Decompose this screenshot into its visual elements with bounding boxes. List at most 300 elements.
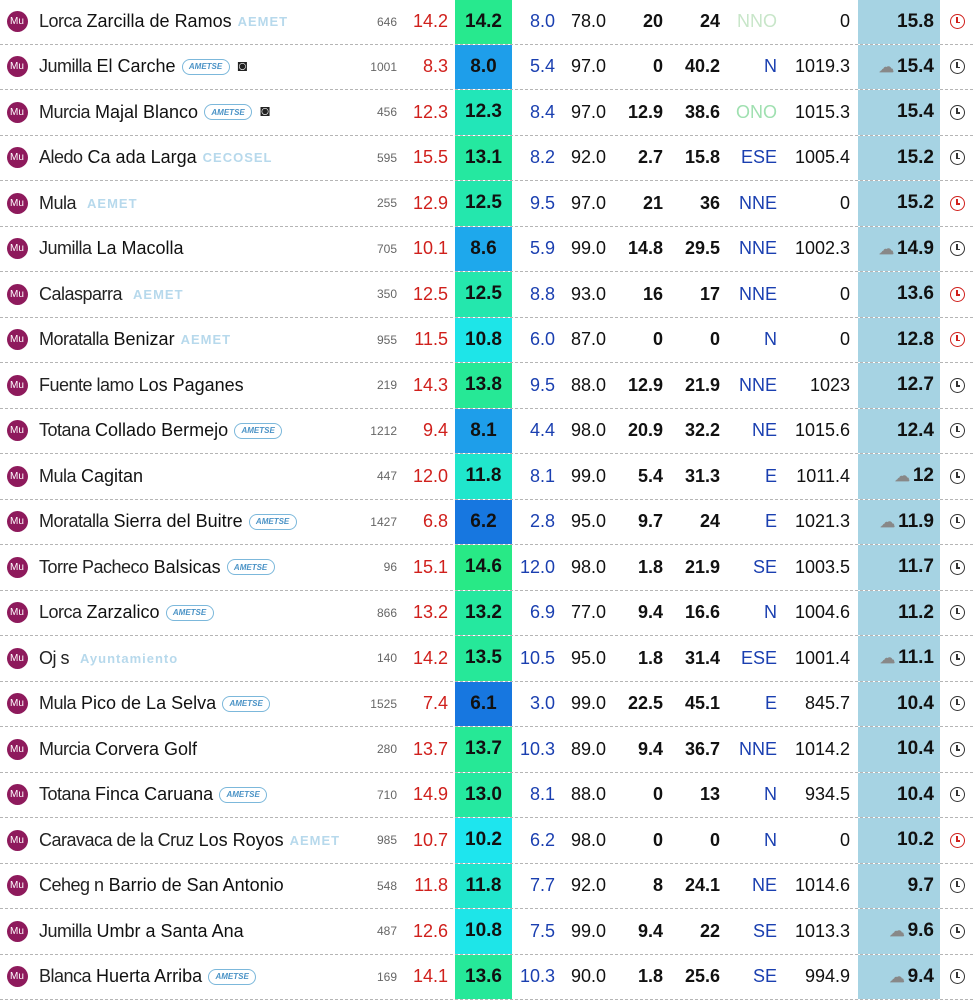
temp-max: 12.9 <box>412 192 448 213</box>
wind-direction: N <box>764 829 777 850</box>
history-clock-cell[interactable] <box>943 272 971 317</box>
altitude: 955 <box>376 332 397 347</box>
town-name[interactable]: Jumilla <box>39 238 92 259</box>
history-clock-cell[interactable] <box>943 545 971 590</box>
clock-icon[interactable] <box>950 423 965 438</box>
station-name[interactable]: Huerta Arriba <box>96 966 203 987</box>
humidity: 98.0 <box>570 829 606 850</box>
table-row[interactable] <box>0 136 973 182</box>
region-badge: Mu <box>7 693 28 714</box>
wind-direction: ESE <box>740 147 777 168</box>
feels-like-cell <box>858 0 940 44</box>
town-name[interactable]: Moratalla <box>39 511 109 532</box>
temp-current: 12.5 <box>455 272 512 317</box>
wind-speed: 9.4 <box>637 602 663 623</box>
station-name-cell[interactable] <box>39 318 359 363</box>
history-clock-cell[interactable] <box>943 363 971 408</box>
region-badge-cell <box>5 90 29 135</box>
station-name-cell[interactable] <box>39 773 359 818</box>
clock-icon[interactable] <box>950 924 965 939</box>
table-row[interactable] <box>0 45 973 91</box>
region-badge: Mu <box>7 193 28 214</box>
temp-current: 10.8 <box>455 909 512 954</box>
wind-speed: 22.5 <box>627 693 663 714</box>
town-name[interactable]: Jumilla <box>39 56 92 77</box>
clock-icon[interactable] <box>950 287 965 302</box>
region-badge-cell <box>5 409 29 454</box>
feels-like-value: 12 <box>912 465 934 487</box>
feels-like-cell <box>858 363 940 408</box>
clock-icon[interactable] <box>950 833 965 848</box>
temp-max: 14.2 <box>412 11 448 32</box>
station-name-cell[interactable] <box>39 363 359 408</box>
station-name-cell[interactable] <box>39 909 359 954</box>
feels-like-cell <box>858 136 940 181</box>
altitude: 985 <box>376 833 397 848</box>
temp-current: 6.2 <box>455 500 512 545</box>
feels-like-cell <box>858 181 940 226</box>
clock-icon[interactable] <box>950 59 965 74</box>
history-clock-cell[interactable] <box>943 136 971 181</box>
wind-speed: 12.9 <box>627 374 663 395</box>
wind-gust: 36.7 <box>684 738 720 759</box>
table-row[interactable] <box>0 909 973 955</box>
rain-cloud-icon: ☁ <box>879 240 895 258</box>
pressure: 1005.4 <box>794 147 850 168</box>
clock-icon[interactable] <box>950 241 965 256</box>
region-badge: Mu <box>7 511 28 532</box>
table-row[interactable] <box>0 955 973 1000</box>
station-name[interactable]: Corvera Golf <box>95 738 198 759</box>
town-name[interactable]: Torre Pacheco <box>39 556 149 577</box>
town-name[interactable]: Totana <box>39 420 91 441</box>
temp-min: 9.5 <box>529 374 555 395</box>
region-badge-cell <box>5 818 29 863</box>
region-badge-cell <box>5 0 29 44</box>
pressure: 994.9 <box>804 966 850 987</box>
clock-icon[interactable] <box>950 651 965 666</box>
station-name[interactable]: Umbr a Santa Ana <box>96 920 244 941</box>
history-clock-cell[interactable] <box>943 591 971 636</box>
table-row[interactable] <box>0 682 973 728</box>
pressure: 0 <box>839 192 850 213</box>
history-clock-cell[interactable] <box>943 773 971 818</box>
pressure: 0 <box>839 829 850 850</box>
feels-like-value: 12.7 <box>897 374 934 396</box>
history-clock-cell[interactable] <box>943 454 971 499</box>
station-name-cell[interactable] <box>39 682 359 727</box>
town-name[interactable]: Aledo <box>39 147 83 168</box>
region-badge: Mu <box>7 238 28 259</box>
clock-icon[interactable] <box>950 514 965 529</box>
feels-like-value: 15.4 <box>897 55 934 77</box>
wind-gust: 24 <box>699 11 720 32</box>
pressure: 1011.4 <box>796 465 850 486</box>
history-clock-cell[interactable] <box>943 864 971 909</box>
altitude: 595 <box>376 150 397 165</box>
town-name[interactable]: Lorca <box>39 602 82 623</box>
humidity: 90.0 <box>570 966 606 987</box>
town-name[interactable]: Murcia <box>39 738 91 759</box>
feels-like-cell <box>858 591 940 636</box>
temp-current: 13.0 <box>455 773 512 818</box>
station-name[interactable]: Zarcilla de Ramos <box>86 11 232 32</box>
feels-like-value: 14.9 <box>897 237 934 259</box>
temp-max: 10.7 <box>412 829 448 850</box>
altitude: 1001 <box>370 59 397 74</box>
table-row[interactable] <box>0 773 973 819</box>
clock-icon[interactable] <box>950 332 965 347</box>
wind-direction: SE <box>752 920 777 941</box>
altitude: 447 <box>376 469 397 484</box>
table-row[interactable] <box>0 181 973 227</box>
altitude: 219 <box>376 378 397 393</box>
history-clock-cell[interactable] <box>943 636 971 681</box>
temp-min: 8.4 <box>529 101 555 122</box>
region-badge: Mu <box>7 602 28 623</box>
table-row[interactable] <box>0 318 973 364</box>
humidity: 89.0 <box>570 738 606 759</box>
table-row[interactable] <box>0 0 973 45</box>
town-name[interactable]: Murcia <box>39 101 91 122</box>
source-label: CECOSEL <box>202 150 273 166</box>
table-row[interactable] <box>0 864 973 910</box>
region-badge-cell <box>5 136 29 181</box>
town-name[interactable]: Fuente lamo <box>39 374 134 395</box>
station-name-cell[interactable] <box>39 454 359 499</box>
wind-speed: 9.4 <box>637 738 663 759</box>
history-clock-cell[interactable] <box>943 181 971 226</box>
humidity: 97.0 <box>570 101 606 122</box>
clock-icon[interactable] <box>950 105 965 120</box>
table-row[interactable] <box>0 409 973 455</box>
clock-icon[interactable] <box>950 196 965 211</box>
station-name-cell[interactable] <box>39 727 359 772</box>
table-row[interactable] <box>0 363 973 409</box>
humidity: 98.0 <box>570 420 606 441</box>
temp-current: 13.2 <box>455 591 512 636</box>
table-row[interactable] <box>0 545 973 591</box>
station-name[interactable]: El Carche <box>96 56 176 77</box>
station-name-cell[interactable] <box>39 272 359 317</box>
station-name[interactable]: Finca Caruana <box>95 784 214 805</box>
history-clock-cell[interactable] <box>943 0 971 44</box>
region-badge-cell <box>5 45 29 90</box>
region-badge: Mu <box>7 420 28 441</box>
ametse-logo: AMETSE <box>227 559 275 575</box>
wind-direction: SE <box>752 966 777 987</box>
wind-direction: NNE <box>738 192 777 213</box>
humidity: 95.0 <box>570 647 606 668</box>
table-row[interactable] <box>0 500 973 546</box>
temp-max: 11.8 <box>414 875 448 896</box>
table-row[interactable] <box>0 727 973 773</box>
wind-direction: NNE <box>738 738 777 759</box>
source-label: AEMET <box>87 195 138 211</box>
wind-gust: 15.8 <box>684 147 720 168</box>
table-row[interactable] <box>0 454 973 500</box>
table-row[interactable] <box>0 227 973 273</box>
station-name[interactable]: Collado Bermejo <box>95 420 229 441</box>
temp-min: 3.0 <box>529 693 555 714</box>
region-badge-cell <box>5 955 29 1000</box>
station-name-cell[interactable] <box>39 955 359 1000</box>
station-name[interactable]: Los Paganes <box>138 374 244 395</box>
temp-max: 12.6 <box>412 920 448 941</box>
clock-icon[interactable] <box>950 787 965 802</box>
source-label: AEMET <box>133 286 184 302</box>
clock-icon[interactable] <box>950 969 965 984</box>
source-label: AEMET <box>289 832 341 848</box>
history-clock-cell[interactable] <box>943 90 971 135</box>
temp-current: 13.7 <box>455 727 512 772</box>
wind-gust: 13 <box>699 784 720 805</box>
station-name-cell[interactable] <box>39 591 359 636</box>
wind-speed: 12.9 <box>627 101 663 122</box>
temp-current: 8.6 <box>455 227 512 272</box>
rain-cloud-icon: ☁ <box>880 650 896 668</box>
station-name-cell[interactable] <box>39 864 359 909</box>
pressure: 1021.3 <box>794 511 850 532</box>
clock-icon[interactable] <box>950 14 965 29</box>
town-name[interactable]: Mula <box>39 465 77 486</box>
source-label: AEMET <box>180 332 232 348</box>
history-clock-cell[interactable] <box>943 818 971 863</box>
region-badge: Mu <box>7 557 28 578</box>
feels-like-cell <box>858 500 940 545</box>
temp-min: 2.8 <box>529 511 555 532</box>
rain-cloud-icon: ☁ <box>889 923 905 941</box>
wind-speed: 20 <box>642 11 663 32</box>
temp-current: 14.6 <box>455 545 512 590</box>
clock-icon[interactable] <box>950 878 965 893</box>
pressure: 1019.3 <box>794 56 850 77</box>
history-clock-cell[interactable] <box>943 955 971 1000</box>
temp-max: 8.3 <box>422 56 448 77</box>
rain-cloud-icon: ☁ <box>879 58 895 76</box>
altitude: 169 <box>376 969 397 984</box>
station-name-cell[interactable] <box>39 0 359 44</box>
history-clock-cell[interactable] <box>943 318 971 363</box>
station-name[interactable]: Majal Blanco <box>95 101 199 122</box>
town-name[interactable]: Oj s <box>39 647 70 668</box>
pressure: 1001.4 <box>794 647 850 668</box>
pressure: 1023 <box>809 374 850 395</box>
temp-max: 15.5 <box>412 147 448 168</box>
region-badge: Mu <box>7 830 28 851</box>
temp-current: 8.1 <box>455 409 512 454</box>
wind-speed: 1.8 <box>637 647 663 668</box>
wind-direction: N <box>764 56 777 77</box>
history-clock-cell[interactable] <box>943 500 971 545</box>
town-name[interactable]: Jumilla <box>39 920 92 941</box>
temp-max: 15.1 <box>412 556 448 577</box>
altitude: 646 <box>376 14 397 29</box>
pressure: 1014.2 <box>794 738 850 759</box>
region-badge: Mu <box>7 11 28 32</box>
humidity: 93.0 <box>570 283 606 304</box>
region-badge: Mu <box>7 375 28 396</box>
clock-icon[interactable] <box>950 150 965 165</box>
wind-direction: NNE <box>738 238 777 259</box>
history-clock-cell[interactable] <box>943 727 971 772</box>
temp-max: 12.3 <box>412 101 448 122</box>
wind-gust: 17 <box>699 283 720 304</box>
wind-speed: 0 <box>652 329 663 350</box>
town-name[interactable]: Totana <box>39 784 91 805</box>
webcam-icon[interactable]: ◙ <box>237 57 248 75</box>
town-name[interactable]: Blanca <box>39 966 92 987</box>
town-name[interactable]: Calasparra <box>39 283 123 304</box>
temp-min: 10.3 <box>519 966 555 987</box>
station-name[interactable]: Los Royos <box>198 829 284 850</box>
pressure: 1003.5 <box>794 556 850 577</box>
region-badge-cell <box>5 272 29 317</box>
station-name[interactable]: Ca ada Larga <box>87 147 197 168</box>
altitude: 710 <box>376 787 397 802</box>
pressure: 1002.3 <box>794 238 850 259</box>
feels-like-value: 11.1 <box>898 647 934 669</box>
temp-max: 14.3 <box>412 374 448 395</box>
clock-icon[interactable] <box>950 560 965 575</box>
station-name-cell[interactable] <box>39 409 359 454</box>
source-label: AEMET <box>237 14 289 30</box>
feels-like-value: 15.4 <box>897 101 934 123</box>
station-name[interactable]: Pico de La Selva <box>81 693 217 714</box>
clock-icon[interactable] <box>950 378 965 393</box>
temp-current: 14.2 <box>455 0 512 44</box>
station-name[interactable]: La Macolla <box>96 238 184 259</box>
clock-icon[interactable] <box>950 605 965 620</box>
region-badge-cell <box>5 591 29 636</box>
town-name[interactable]: Ceheg n <box>39 875 104 896</box>
table-row[interactable] <box>0 818 973 864</box>
wind-speed: 9.4 <box>637 920 663 941</box>
town-name[interactable]: Mula <box>39 192 77 213</box>
wind-speed: 14.8 <box>627 238 663 259</box>
feels-like-value: 10.4 <box>897 738 934 760</box>
altitude: 96 <box>383 560 397 575</box>
clock-icon[interactable] <box>950 469 965 484</box>
temp-current: 12.5 <box>455 181 512 226</box>
wind-direction: N <box>764 602 777 623</box>
feels-like-cell <box>858 909 940 954</box>
table-row[interactable] <box>0 636 973 682</box>
station-name-cell[interactable] <box>39 181 359 226</box>
station-name-cell[interactable] <box>39 45 359 90</box>
wind-direction: NE <box>751 420 777 441</box>
station-name-cell[interactable] <box>39 136 359 181</box>
table-row[interactable] <box>0 591 973 637</box>
region-badge-cell <box>5 773 29 818</box>
temp-current: 13.5 <box>455 636 512 681</box>
history-clock-cell[interactable] <box>943 45 971 90</box>
wind-gust: 32.2 <box>684 420 720 441</box>
region-badge: Mu <box>7 921 28 942</box>
feels-like-cell <box>858 409 940 454</box>
table-row[interactable] <box>0 90 973 136</box>
station-name-cell[interactable] <box>39 90 359 135</box>
temp-min: 9.5 <box>529 192 555 213</box>
station-name[interactable]: Cagitan <box>81 465 144 486</box>
history-clock-cell[interactable] <box>943 409 971 454</box>
wind-gust: 29.5 <box>684 238 720 259</box>
wind-speed: 16 <box>642 283 663 304</box>
feels-like-value: 15.2 <box>897 192 934 214</box>
feels-like-value: 11.2 <box>898 601 934 623</box>
webcam-icon[interactable]: ◙ <box>260 103 270 121</box>
station-name-cell[interactable] <box>39 636 359 681</box>
station-name-cell[interactable] <box>39 818 359 863</box>
station-name[interactable]: Benizar <box>113 329 175 350</box>
wind-speed: 0 <box>652 56 663 77</box>
feels-like-value: 13.6 <box>897 283 934 305</box>
rain-cloud-icon: ☁ <box>889 968 905 986</box>
wind-gust: 21.9 <box>684 556 720 577</box>
feels-like-cell <box>858 272 940 317</box>
town-name[interactable]: Moratalla <box>39 329 109 350</box>
temp-max: 14.1 <box>412 966 448 987</box>
station-name-cell[interactable] <box>39 227 359 272</box>
history-clock-cell[interactable] <box>943 909 971 954</box>
altitude: 487 <box>376 924 397 939</box>
pressure: 1013.3 <box>794 920 850 941</box>
temp-max: 13.2 <box>412 602 448 623</box>
temp-current: 6.1 <box>455 682 512 727</box>
ametse-logo: AMETSE <box>222 696 270 712</box>
wind-speed: 21 <box>642 192 663 213</box>
station-name-cell[interactable] <box>39 500 359 545</box>
wind-direction: NNE <box>738 283 777 304</box>
pressure: 1015.6 <box>794 420 850 441</box>
region-badge: Mu <box>7 966 28 987</box>
wind-gust: 31.4 <box>684 647 720 668</box>
rain-cloud-icon: ☁ <box>894 468 910 486</box>
feels-like-cell <box>858 773 940 818</box>
region-badge: Mu <box>7 147 28 168</box>
station-name[interactable]: Zarzalico <box>86 602 160 623</box>
table-row[interactable] <box>0 272 973 318</box>
town-name[interactable]: Lorca <box>39 11 82 32</box>
humidity: 99.0 <box>570 693 606 714</box>
clock-icon[interactable] <box>950 742 965 757</box>
region-badge-cell <box>5 545 29 590</box>
region-badge-cell <box>5 909 29 954</box>
station-name-cell[interactable] <box>39 545 359 590</box>
pressure: 0 <box>839 283 850 304</box>
wind-speed: 1.8 <box>637 556 663 577</box>
ametse-logo: AMETSE <box>166 605 214 621</box>
altitude: 1212 <box>370 423 397 438</box>
wind-direction: N <box>764 329 777 350</box>
region-badge-cell <box>5 181 29 226</box>
temp-max: 12.5 <box>412 283 448 304</box>
town-name[interactable]: Mula <box>39 693 77 714</box>
history-clock-cell[interactable] <box>943 227 971 272</box>
clock-icon[interactable] <box>950 696 965 711</box>
temp-current: 11.8 <box>455 454 512 499</box>
station-name[interactable]: Barrio de San Antonio <box>108 875 284 896</box>
wind-direction: SE <box>752 556 777 577</box>
station-name[interactable]: Balsicas <box>153 556 221 577</box>
ametse-logo: AMETSE <box>219 787 267 803</box>
history-clock-cell[interactable] <box>943 682 971 727</box>
town-name[interactable]: Caravaca de la Cruz <box>39 829 194 850</box>
altitude: 255 <box>376 196 397 211</box>
region-badge: Mu <box>7 466 28 487</box>
altitude: 1525 <box>370 696 397 711</box>
station-name[interactable]: Sierra del Buitre <box>113 511 243 532</box>
